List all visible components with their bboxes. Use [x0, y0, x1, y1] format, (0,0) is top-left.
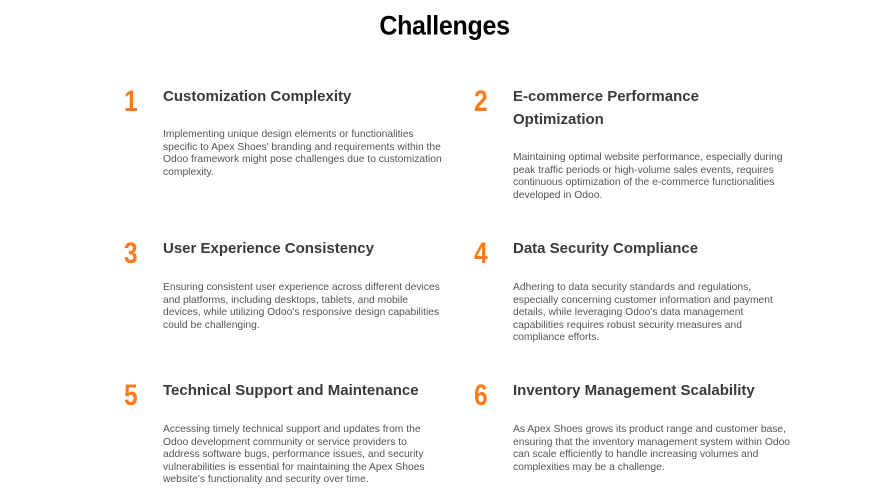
- challenge-description: Ensuring consistent user experience across different devices and platforms, including desktops, tablets, and mobile devices, while utilizing Odoo's responsive design capabilities could be challenging.: [163, 282, 440, 331]
- challenge-number: 2: [474, 85, 488, 118]
- challenge-title: Inventory Management Scalability: [513, 382, 755, 399]
- challenge-number: 6: [474, 379, 488, 412]
- challenge-title: Customization Complexity: [163, 88, 352, 105]
- challenge-number: 5: [124, 379, 138, 412]
- challenge-number: 3: [124, 237, 138, 270]
- challenge-number: 4: [474, 237, 488, 270]
- challenge-description: Adhering to data security standards and regulations, especially concerning customer information and payment details, while leveraging Odoo's data management capabilities requires robust security measures and compliance efforts.: [513, 282, 773, 344]
- challenge-title: Technical Support and Maintenance: [163, 382, 419, 399]
- page-title: Challenges: [379, 10, 510, 42]
- challenge-title: Data Security Compliance: [513, 240, 699, 257]
- challenge-description: Accessing timely technical support and updates from the Odoo development community or service providers to address software bugs, performance issues, and security vulnerabilities is essential for maintaining the Apex Shoes website's functionality and security over time.: [163, 424, 425, 486]
- challenge-title: User Experience Consistency: [163, 240, 374, 257]
- challenge-number: 1: [124, 85, 138, 118]
- challenge-description: Maintaining optimal website performance, especially during peak traffic periods or high-volume sales events, requires continuous optimization of the e-commerce functionalities developed in Odoo.: [513, 152, 783, 201]
- challenge-title: E-commerce Performance Optimization: [513, 88, 699, 128]
- challenge-description: Implementing unique design elements or functionalities specific to Apex Shoes' branding and requirements within the Odoo framework might pose challenges due to customization complexity.: [163, 129, 442, 178]
- challenge-description: As Apex Shoes grows its product range and customer base, ensuring that the inventory management system within Odoo can scale efficiently to handle increasing volumes and complexities may be a challenge.: [513, 424, 791, 473]
